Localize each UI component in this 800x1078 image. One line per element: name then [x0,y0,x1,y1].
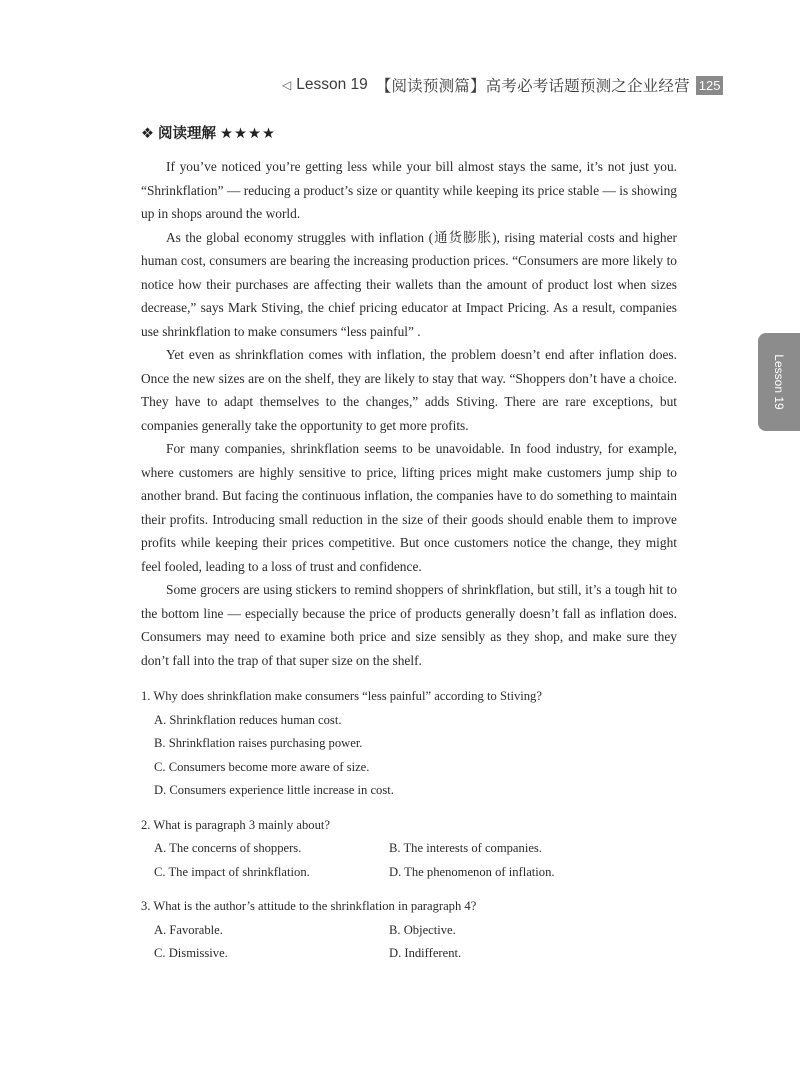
page-header [282,74,723,96]
reading-passage [141,155,677,672]
option-a: A. Shrinkflation reduces human cost. [154,712,342,727]
question-2 [141,814,681,885]
option-b: B. The interests of companies. [389,841,542,855]
section-title: 阅读理解 [158,126,216,142]
option-a: A. The concerns of shoppers. [154,841,302,855]
paragraph-5: Some grocers are using stickers to remind shoppers of shrinkflation, but still, it’s a tough hit to the bottom line — especially because the price of products generally doesn’t fall as inflation does. Consumers may need to examine both price and size sensibly as they shop, and make sure they don’t fall into the trap of that super size on the shelf. [141,582,677,668]
options-list [141,709,681,803]
question-stem: 3. What is the author’s attitude to the shrinkflation in paragraph 4? [141,899,477,913]
question-list [141,685,681,977]
paragraph-2: As the global economy struggles with inflation (通货膨胀), rising material costs and higher human cost, consumers are bearing the increasing production prices. “Consumers are more likely to notice how their purchases are affecting their wallets than the amount of product lost when sizes decrease,” says Mark Stiving, the chief pricing educator at Impact Pricing. As a result, companies use shrinkflation to make consumers “less painful” . [141,229,677,339]
question-stem: 1. Why does shrinkflation make consumers “less painful” according to Stiving? [141,689,542,703]
section-heading [141,122,276,143]
side-tab-label: Lesson 19 [772,354,786,410]
paragraph-4: For many companies, shrinkflation seems to be unavoidable. In food industry, for example, where customers are highly sensitive to price, lifting prices might make customers jump ship to another brand. But facing the continuous inflation, the companies have to do something to maintain their profits. Introducing small reduction in the size of their goods should enable them to improve profits while keeping their prices competitive. But once customers notice the change, they might feel fooled, leading to a loss of trust and confidence. [141,441,677,574]
difficulty-stars: ★★★★ [220,126,276,142]
option-b: B. Objective. [389,922,456,937]
options-grid [141,837,681,884]
diamond-bullet-icon: ❖ [141,126,154,142]
page-number: 125 [696,76,724,95]
question-stem: 2. What is paragraph 3 mainly about? [141,817,330,832]
lesson-label: Lesson 19 [296,76,368,93]
lesson-side-tab [758,333,800,431]
paragraph-1: If you’ve noticed you’re getting less while your bill almost stays the same, it’s not just you. “Shrinkflation” — reducing a product’s size or quantity while keeping its price stable — is showing up in shops around the world. [141,159,677,221]
option-d: D. The phenomenon of inflation. [389,864,555,879]
paragraph-3: Yet even as shrinkflation comes with inflation, the problem doesn’t end after inflation does. Once the new sizes are on the shelf, they are likely to stay that way. “Shoppers don’t have a choice. They have to adapt themselves to the changes,” adds Stiving. There are rare exceptions, but companies generally take the opportunity to get more profits. [141,347,677,433]
option-b: B. Shrinkflation raises purchasing power. [154,736,363,750]
option-a: A. Favorable. [154,922,223,937]
option-d: D. Indifferent. [389,946,462,960]
triangle-marker-icon: ◁ [282,78,292,92]
question-1 [141,685,681,803]
option-c: C. Dismissive. [154,946,228,960]
option-d: D. Consumers experience little increase in cost. [154,783,394,797]
options-grid [141,919,681,966]
series-title: 【阅读预测篇】高考必考话题预测之企业经营 [375,78,690,95]
option-c: C. Consumers become more aware of size. [154,759,370,774]
question-3 [141,895,681,966]
option-c: C. The impact of shrinkflation. [154,864,310,879]
